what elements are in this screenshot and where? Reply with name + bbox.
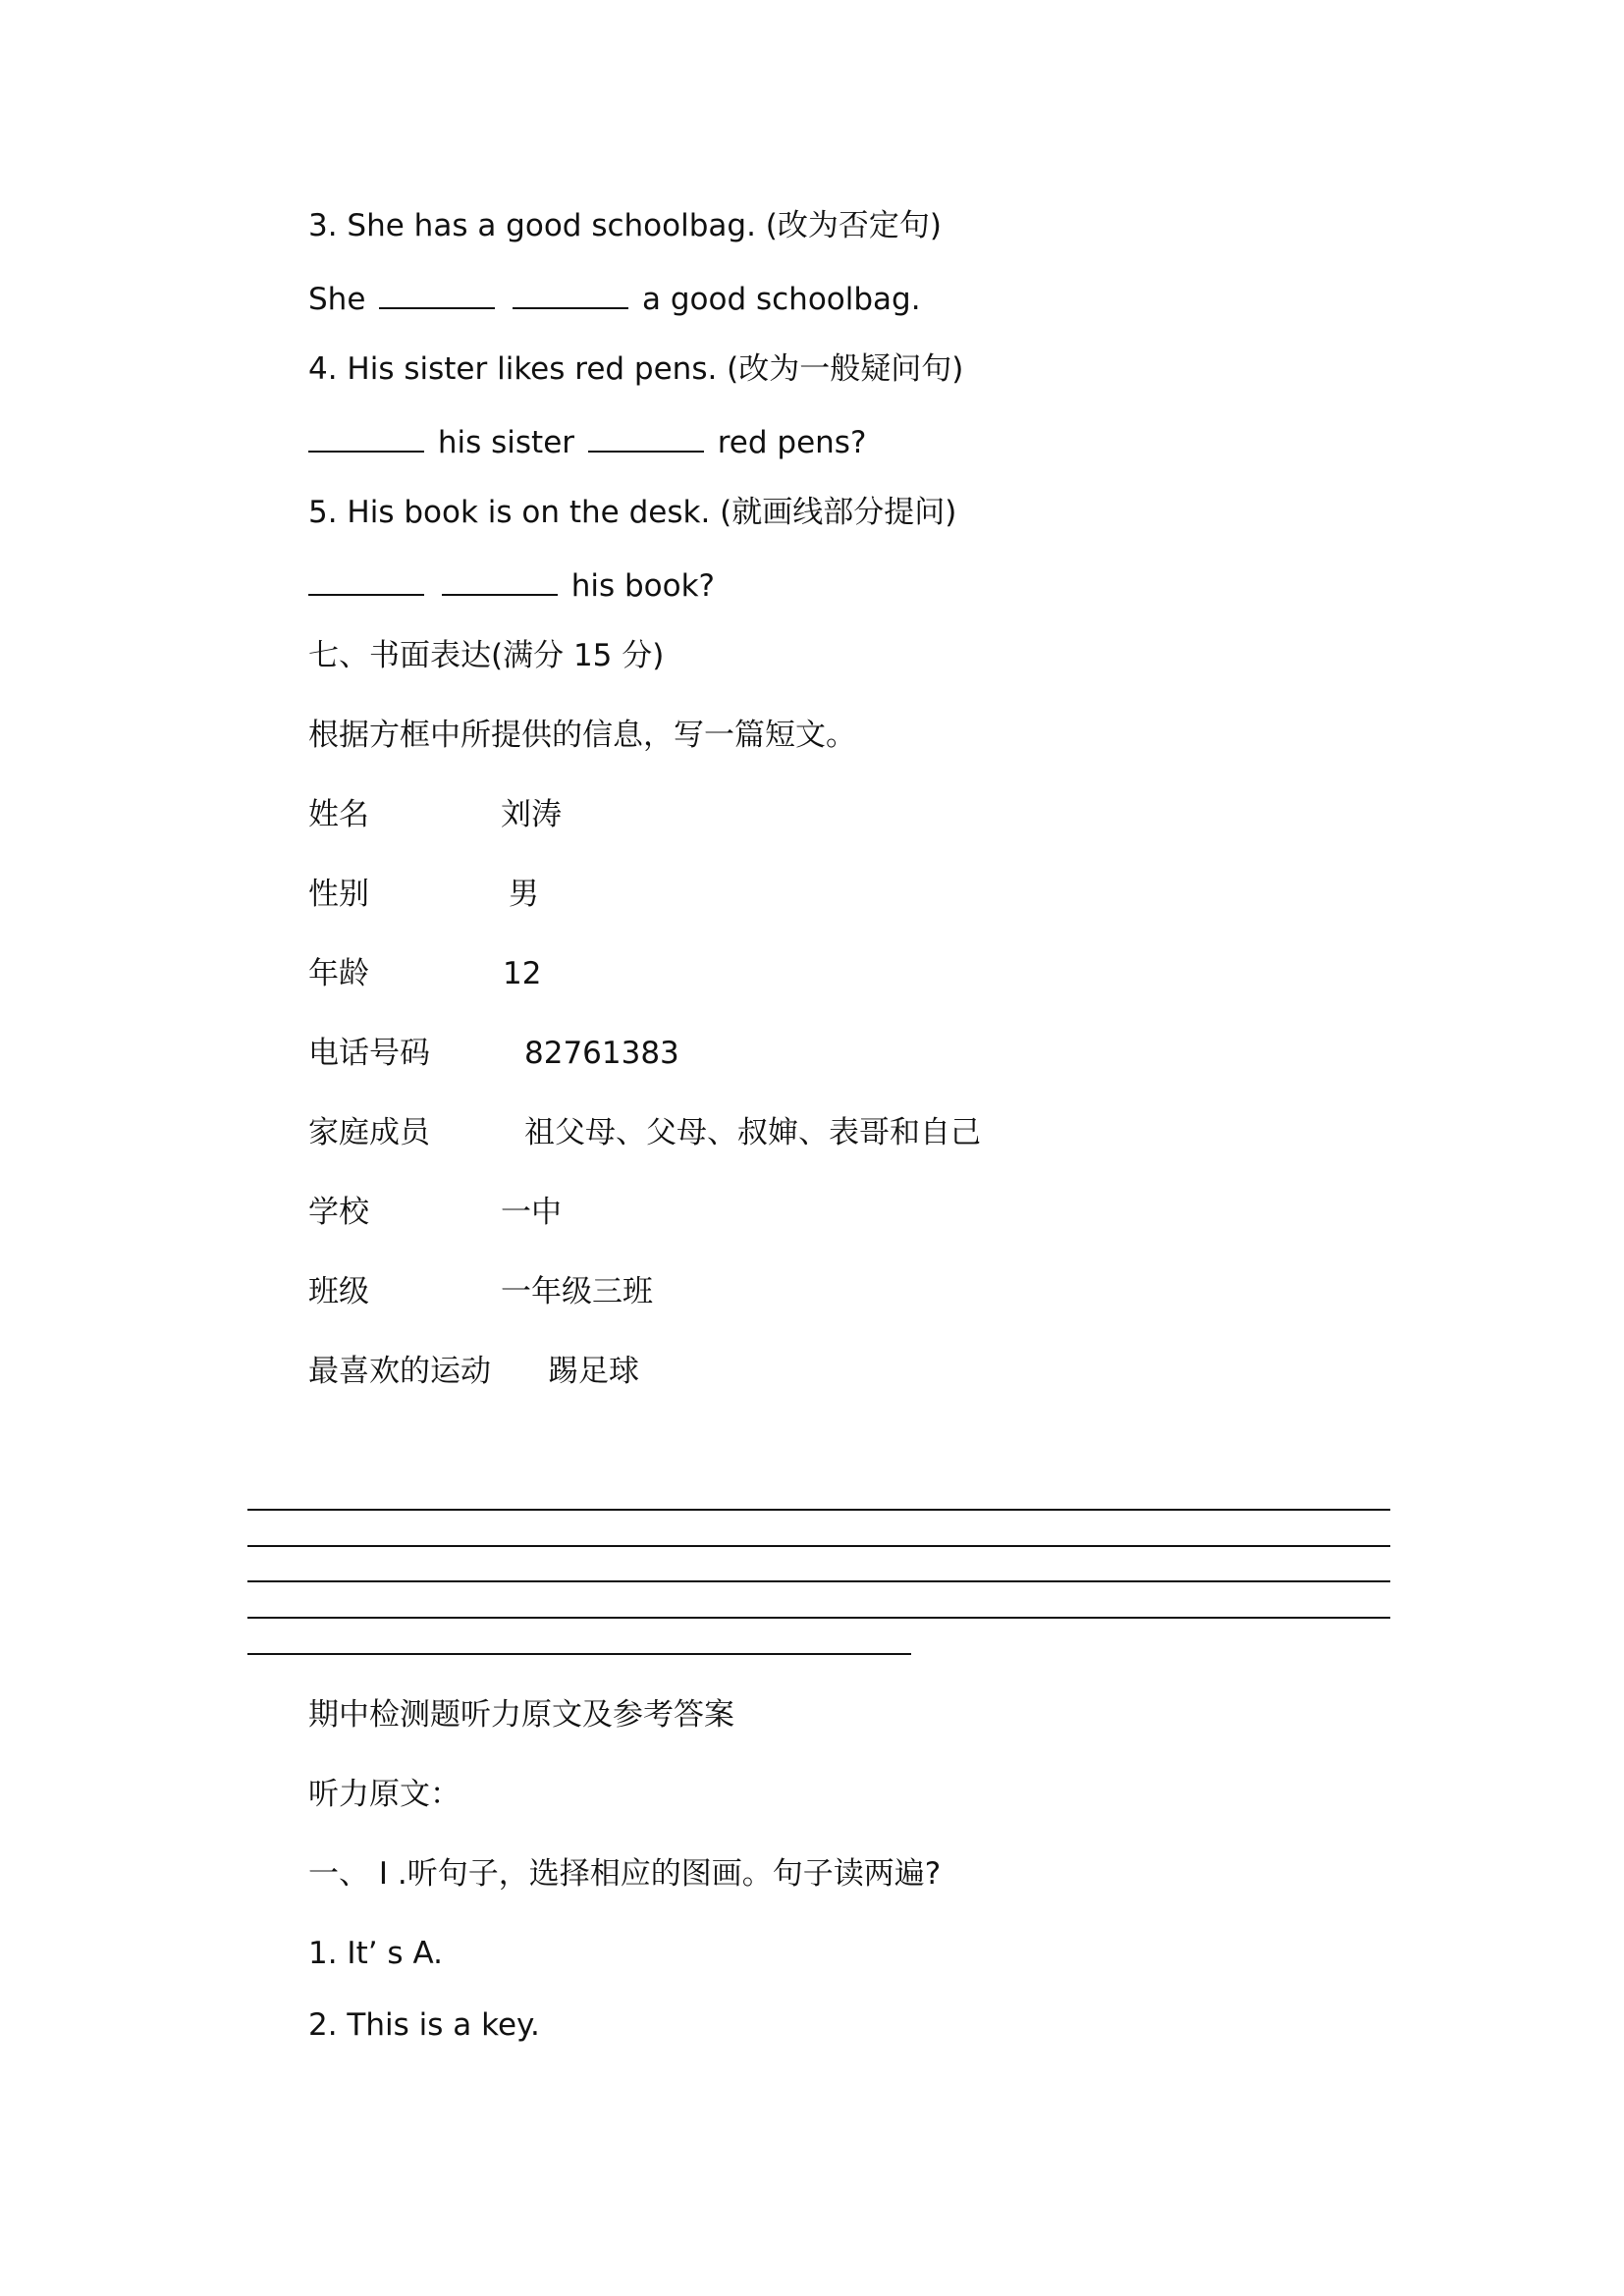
exercise-4-answer xyxy=(308,421,866,462)
answer-key-item-2: 2. This is a key. xyxy=(308,2007,540,2043)
answer-key-item-1: 1. It’ s A. xyxy=(308,1936,443,1971)
info-label-age: 年龄 xyxy=(308,956,369,991)
writing-line[interactable] xyxy=(247,1653,911,1655)
writing-line[interactable] xyxy=(247,1580,1390,1582)
answer-middle: his sister xyxy=(437,425,575,460)
info-value-class: 一年级三班 xyxy=(501,1274,653,1309)
info-label-school: 学校 xyxy=(308,1195,369,1230)
info-label-name: 姓名 xyxy=(308,797,369,832)
info-label-class: 班级 xyxy=(308,1274,369,1309)
info-value-school: 一中 xyxy=(501,1195,562,1230)
writing-instruction: 根据方框中所提供的信息，写一篇短文。 xyxy=(308,718,856,753)
answer-blank[interactable] xyxy=(379,278,495,309)
info-label-gender: 性别 xyxy=(308,877,369,912)
writing-line[interactable] xyxy=(247,1545,1390,1547)
info-value-gender: 男 xyxy=(509,877,539,912)
answer-suffix: a good schoolbag. xyxy=(641,282,921,317)
info-value-family: 祖父母、父母、叔婶、表哥和自己 xyxy=(524,1115,981,1150)
exercise-3-question: 3. She has a good schoolbag. (改为否定句) xyxy=(308,208,942,243)
answer-suffix: his book? xyxy=(570,568,715,604)
answer-suffix: red pens? xyxy=(717,425,867,460)
answer-key-subtitle: 听力原文： xyxy=(308,1777,460,1812)
answer-blank[interactable] xyxy=(308,564,424,596)
exercise-5-answer xyxy=(308,564,715,606)
answer-blank[interactable] xyxy=(442,564,558,596)
writing-line[interactable] xyxy=(247,1509,1390,1511)
info-value-name: 刘涛 xyxy=(501,797,562,832)
exercise-3-answer xyxy=(308,278,921,319)
info-value-phone: 82761383 xyxy=(524,1036,679,1071)
answer-prefix: She xyxy=(308,282,366,317)
exercise-4-question: 4. His sister likes red pens. (改为一般疑问句) xyxy=(308,351,964,387)
answer-blank[interactable] xyxy=(513,278,628,309)
info-value-age: 12 xyxy=(503,956,542,991)
exercise-5-question: 5. His book is on the desk. (就画线部分提问) xyxy=(308,495,957,530)
answer-blank[interactable] xyxy=(308,421,424,453)
info-label-sport: 最喜欢的运动 xyxy=(308,1354,491,1389)
info-label-family: 家庭成员 xyxy=(308,1115,430,1150)
answer-key-section: 一、 I .听句子，选择相应的图画。句子读两遍? xyxy=(308,1856,942,1892)
writing-heading: 七、书面表达(满分 15 分) xyxy=(308,638,665,673)
info-value-sport: 踢足球 xyxy=(548,1354,639,1389)
answer-key-title: 期中检测题听力原文及参考答案 xyxy=(308,1697,734,1733)
info-label-phone: 电话号码 xyxy=(308,1036,430,1071)
writing-line[interactable] xyxy=(247,1617,1390,1619)
answer-blank[interactable] xyxy=(588,421,704,453)
